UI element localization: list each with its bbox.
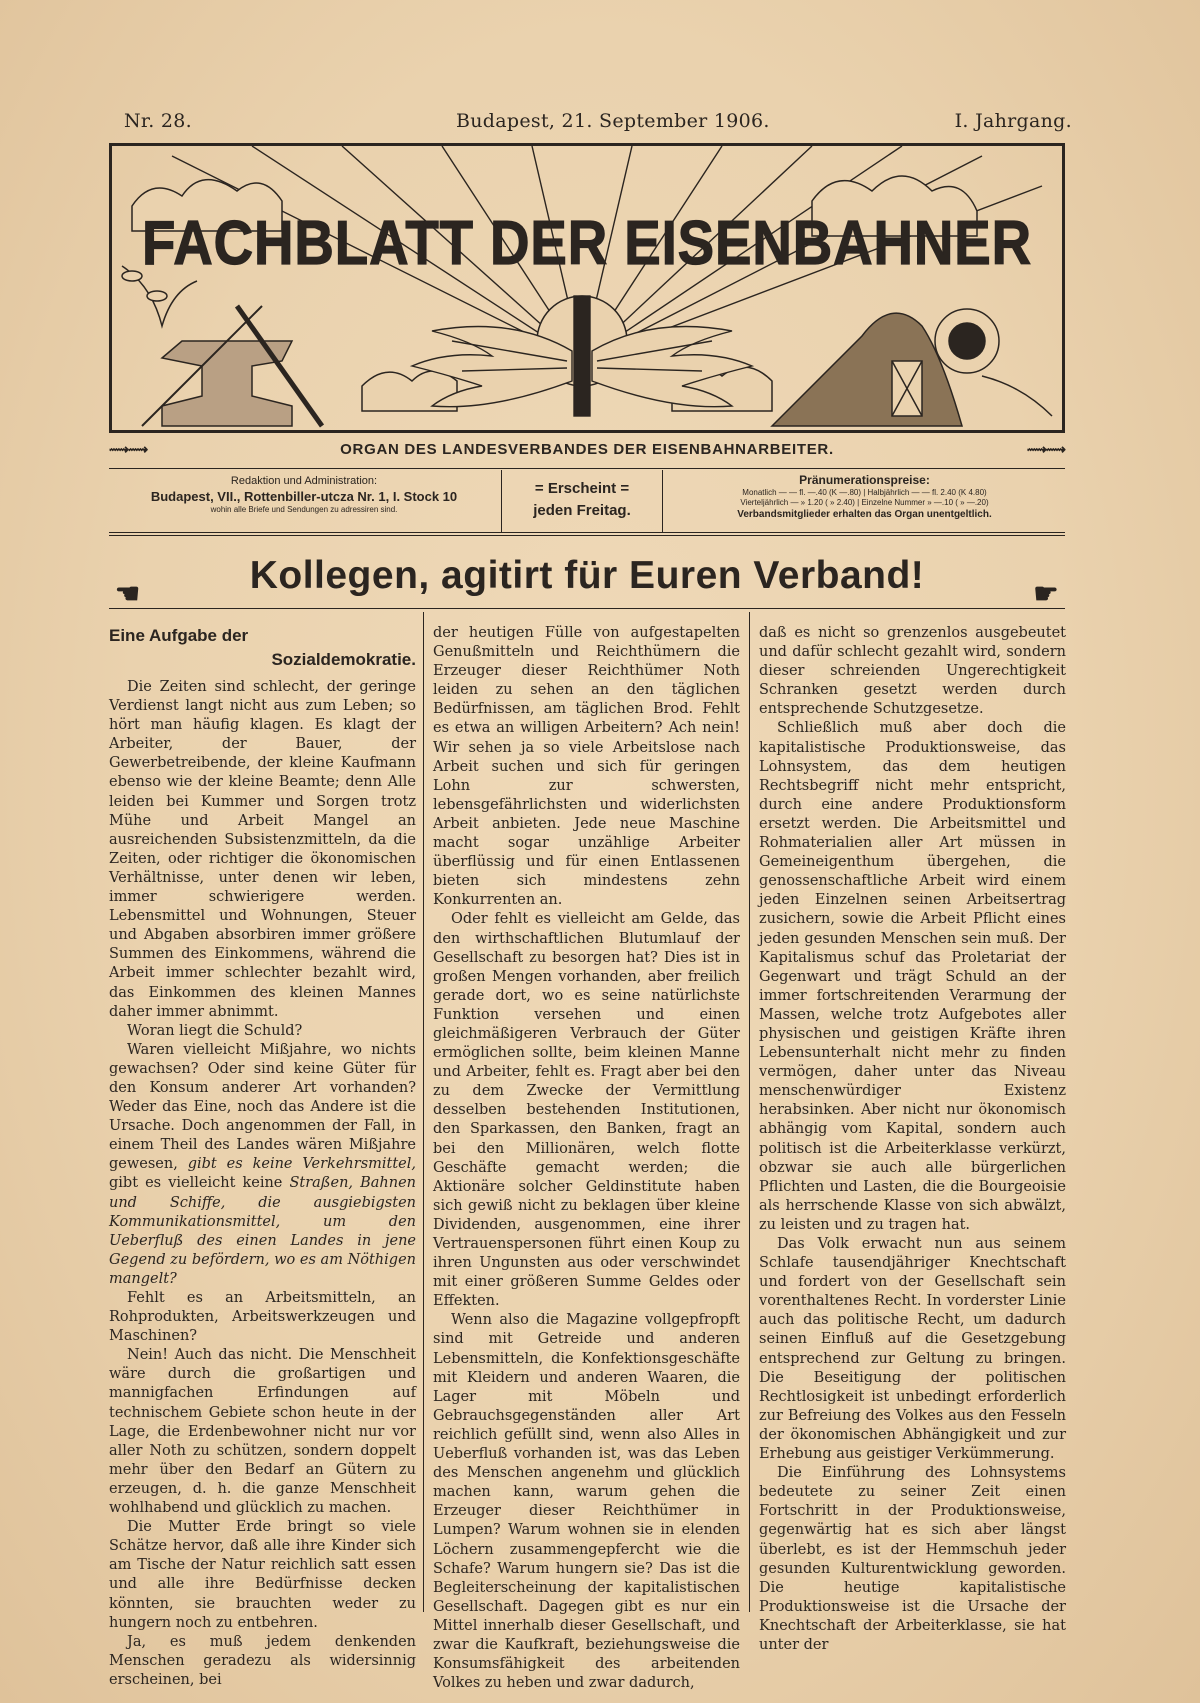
paragraph: Ja, es muß jedem denkenden Menschen geradezu als widersinnig erscheinen, bei (109, 1633, 416, 1688)
dateline: Budapest, 21. September 1906. (456, 110, 770, 132)
paragraph: Oder fehlt es vielleicht am Gelde, das den wirthschaftlichen Blutumlauf der Gesellschaft zu besorgen hat? Dies ist in großen Mengen vorhanden, aber freilich gerade dort, wo es seine natürlichste Funktion versehen und einen gleichmäßigeren Verbrauch der Güter ermöglichen sollte, beim kleinen Manne und Arbeiter, fehlt es. Fragt aber bei den zu dem Zwecke der Vermittlung desselben bestehenden Institutionen, den Sparkassen, den Banken, fragt an bei den Millionären, welch flotte Geschäfte gemacht werden; die Aktionäre solcher Geldinstitute haben sich gewiß nicht zu beklagen über kleine Dividenden, ausgenommen, eine ihrer Vertrauenspersonen führt einen Koup zu ihren Ungunsten aus oder verschwindet mit einer größeren Summe Geldes oder Effekten. (433, 911, 740, 1310)
article-title-line-2: Sozialdemokratie. (271, 650, 416, 669)
prices-note: Verbandsmitglieder erhalten das Organ unentgeltlich. (737, 509, 992, 520)
paragraph: Die Mutter Erde bringt so viele Schätze hervor, daß alle ihre Kinder sich am Tische der Natur reichlich satt essen und alle ihre Bedürfnisse decken könnten, sie brauchten weder zu hungern noch zu entbehren. (109, 1519, 416, 1631)
issue-line (124, 110, 1072, 138)
column-2 (433, 624, 740, 1693)
hill-and-lamp (772, 309, 1052, 426)
paragraph (109, 1041, 416, 1289)
publication-frequency (501, 470, 663, 532)
slogan-banner (109, 546, 1065, 609)
paragraph: Nein! Auch das nicht. Die Menschheit wäre durch die großartigen und mannigfachen Erfindungen auf technischem Gebiete schon heute in der Lage, die Erdenbewohner nicht nur vor aller Noth zu schützen, sondern doppelt mehr über den Bedarf an Gütern zu erzeugen, d. h. die ganze Menschheit wohlhabend und glücklich zu machen. (109, 1347, 416, 1517)
masthead-title: FACHBLATT DER EISENBAHNER (142, 209, 1032, 278)
organ-subtitle: ORGAN DES LANDESVERBANDES DER EISENBAHNARBEITER. (340, 441, 834, 458)
article-title (109, 624, 416, 672)
paragraph: Wenn also die Magazine vollgepfropft sind mit Getreide und anderen Lebensmitteln, die Konfektionsgeschäfte mit Kleidern und anderen Waaren, die Lager mit Möbeln und Gebrauchsgegenständen aller Art reichlich gefüllt sind, wenn also Alles in Ueberfluß vorhanden ist, was das Leben des Menschen angenehm und glücklich machen kann, warum gehen die Erzeuger dieser Reichthümer in Lumpen? Warum wohnen sie in elenden Löchern zusammengepfercht wie die Schafe? Warum hungern sie? Das ist die Begleiterscheinung der kapitalistischen Gesellschaft. Dagegen gibt es nur ein Mittel innerhalb dieser Gesellschaft, und zwar die Kaufkraft, beziehungsweise die Konsumsfähigkeit des arbeitenden Volkes zu heben und zwar dadurch, (433, 1312, 740, 1692)
emphasis: Straßen, Bahnen und Schiffe, die ausgiebigsten Kommunikationsmittel, um den Ueberfluß des einen Landes in jene Gegend zu befördern, wo es am Nöthigen mangelt? (109, 1175, 416, 1287)
erscheint-line-1: = Erscheint = (534, 480, 630, 497)
slogan-text: Kollegen, agitirt für Euren Verband! (249, 554, 925, 597)
administration-block (109, 470, 499, 532)
paragraph: Die Zeiten sind schlecht, der geringe Verdienst langt nicht aus zum Leben; so hört man häufig klagen. Es klagt der Arbeiter, der Bauer, der Gewerbetreibende, der kleine Kaufmann ebenso wie der kleine Beamte; denn Alle leiden bei Kummer und Sorgen trotz Mühe und Arbeit Mangel an ausreichenden Subsistenzmitteln, da die Zeiten, oder richtiger die ökonomischen Verhältnisse, unter denen wir leben, immer schwierigere werden. Lebensmittel und Wohnungen, Steuer und Abgaben absorbiren immer größere Summen des Einkommens, während die Arbeit immer schlechter bezahlt wird, das Einkommen des kleinen Mannes daher immer abnimmt. (109, 679, 416, 1020)
erscheint-line-2: jeden Freitag. (533, 502, 631, 519)
issue-number: Nr. 28. (124, 110, 193, 132)
paragraph-text: Waren vielleicht Mißjahre, wo nichts gewachsen? Oder sind keine Güter für den Konsum anderer Art vorhanden? Weder das Eine, noch das Andere ist die Ursache. Doch angenommen der Fall, in einem Theil des Landes wären Mißjahre gewesen, (109, 1041, 416, 1173)
paragraph: der heutigen Fülle von aufgestapelten Genußmitteln und Reichthümern die Erzeuger dieser Reichthümer Noth leiden zu sehen an den täglichen Bedürfnissen, am täglichen Brod. Fehlt es etwa an willigen Arbeitern? Ach nein! Wir sehen ja so viele Arbeitslose nach Arbeit suchen und sich für geringen Lohn zur schwersten, lebensgefährlichsten und widerlichsten Arbeit anbieten. Jede neue Maschine macht sogar unzählige Arbeiter überflüssig und für einen Entlassenen bieten sich mindestens zehn Konkurrenten an. (433, 625, 740, 909)
organ-subtitle-row (109, 441, 1065, 463)
paragraph: Woran liegt die Schuld? (127, 1022, 303, 1039)
paragraph: Die Einführung des Lohnsystems bedeutete zu seiner Zeit einen Fortschritt in der Produktionsweise, gegenwärtig hat es sich aber längst überlebt, es ist der Hemmschuh jeder gesunden Kulturentwicklung geworden. Die heutige kapitalistische Produktionsweise ist die Ursache der Knechtschaft der Arbeiterklasse, sie hat unter der (759, 1465, 1066, 1653)
divider-info-bottom-2 (109, 535, 1065, 536)
admin-title: Redaktion und Administration: (230, 475, 378, 487)
winged-wheel-emblem (412, 296, 752, 416)
emphasis: gibt es keine Verkehrsmittel, (187, 1156, 417, 1173)
column-1 (109, 624, 416, 1690)
paragraph: Fehlt es an Arbeitsmitteln, an Rohprodukten, Arbeitswerkzeugen und Maschinen? (109, 1290, 416, 1345)
paragraph: Schließlich muß aber doch die kapitalistische Produktionsweise, das Lohnsystem, das dem heutigen Rechtsbegriff nicht mehr entspricht, durch eine andere Produktionsform ersetzt werden. Die Arbeitsmittel und Rohmaterialien aller Art müssen in Gemeineigenthum übergehen, die genossenschaftliche Arbeit wird einem jeden Einzelnen seinen Arbeitsertrag zusichern, sowie die Arbeit Pflicht eines jeden gesunden Menschen sein muß. Der Kapitalismus schuf das Proletariat der Gegenwart und trägt Schuld an der immer fortschreitenden Verarmung der Massen, welche trotz Aufgebotes aller physischen und geistigen Kräfte ihren Lebensunterhalt nicht mehr zu finden vermögen, daher unter das Niveau menschenwürdiger Existenz herabsinken. Aber nicht nur ökonomisch abhängig vom Kapital, sondern auch politisch ist die Arbeiterklasse verkürzt, obzwar sie auch alle bürgerlichen Pflichten und Lasten, die die Bourgeoisie als herrschende Klasse von sich abwälzt, zu leisten und zu tragen hat. (759, 720, 1066, 1233)
pointing-hand-left-icon: ☚ (115, 578, 141, 609)
column-3 (759, 624, 1066, 1655)
article-title-line-1: Eine Aufgabe der (109, 626, 249, 645)
volume-label: I. Jahrgang. (954, 110, 1072, 132)
paragraph: daß es nicht so grenzenlos ausgebeutet und dafür schlecht gezahlt wird, sondern dieser schreienden Ungerechtigkeit Schranken gesetzt werden durch entsprechende Schutzgesetze. (759, 625, 1066, 718)
prices-row-2: Vierteljährlich — » 1.20 ( » 2.40) | Einzelne Nummer » —.10 ( » —.20) (740, 498, 989, 507)
prices-row-1: Monatlich — — fl. —.40 (K —.80) | Halbjährlich — — fl. 2.40 (K 4.80) (742, 488, 987, 497)
article-columns (0, 624, 1200, 1692)
divider-info-bottom (109, 532, 1065, 533)
admin-note: wohin alle Briefe und Sendungen zu adressiren sind. (210, 505, 398, 514)
paragraph: Das Volk erwacht nun aus seinem Schlafe tausendjähriger Knechtschaft und fordert von der Gesellschaft sein vorenthaltenes Recht. In vorderster Linie auch das politische Recht, um dadurch seinen Einfluß auf die Gesetzgebung entsprechend zur Geltung zu bringen. Die Beseitigung der politischen Rechtlosigkeit ist unbedingt erforderlich zur Befreiung des Volkes aus den Fesseln der ökonomischen Abhängigkeit und zur Erhebung aus geistiger Verkümmerung. (759, 1236, 1066, 1463)
paragraph-text: gibt es vielleicht keine (109, 1175, 283, 1192)
prices-title: Pränumerationspreise: (799, 473, 930, 487)
masthead-artwork (112, 146, 1062, 430)
info-box (109, 470, 1065, 532)
ornament-left: ⟿⟿ (109, 441, 148, 457)
divider-top (109, 468, 1065, 469)
ornament-right: ⟿⟿ (1026, 441, 1065, 457)
anvil-and-tools (122, 266, 322, 426)
masthead-illustration (109, 143, 1065, 433)
pointing-hand-right-icon: ☛ (1033, 578, 1059, 609)
divider-slogan (109, 608, 1065, 609)
subscription-prices (664, 470, 1065, 532)
admin-address: Budapest, VII., Rottenbiller-utcza Nr. 1, I. Stock 10 (150, 489, 458, 504)
